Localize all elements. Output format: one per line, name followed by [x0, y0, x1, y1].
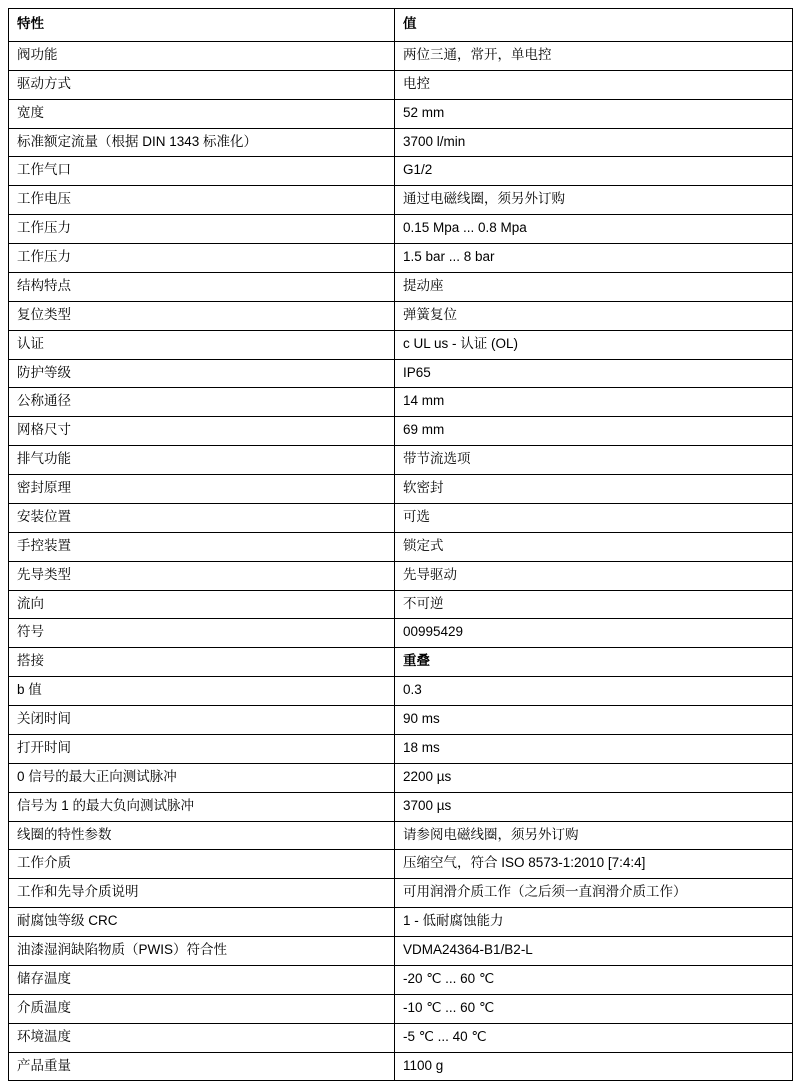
table-row — [9, 41, 793, 70]
cell-property: 宽度 — [9, 99, 395, 128]
cell-property: 产品重量 — [9, 1052, 395, 1081]
table-row — [9, 792, 793, 821]
cell-property: 防护等级 — [9, 359, 395, 388]
cell-value: 不可逆 — [395, 590, 793, 619]
table-row — [9, 677, 793, 706]
cell-value: 提动座 — [395, 272, 793, 301]
column-header-property: 特性 — [9, 9, 395, 42]
table-row — [9, 821, 793, 850]
cell-value: 可选 — [395, 503, 793, 532]
cell-value: IP65 — [395, 359, 793, 388]
cell-property: 耐腐蚀等级 CRC — [9, 908, 395, 937]
cell-property: 网格尺寸 — [9, 417, 395, 446]
cell-value: 18 ms — [395, 734, 793, 763]
table-row — [9, 186, 793, 215]
cell-property: 流向 — [9, 590, 395, 619]
cell-value: 69 mm — [395, 417, 793, 446]
table-row — [9, 561, 793, 590]
cell-value: 通过电磁线圈，须另外订购 — [395, 186, 793, 215]
cell-value: -20 ℃ ... 60 ℃ — [395, 965, 793, 994]
cell-value: 52 mm — [395, 99, 793, 128]
cell-value: 软密封 — [395, 475, 793, 504]
cell-value: 请参阅电磁线圈，须另外订购 — [395, 821, 793, 850]
table-row — [9, 937, 793, 966]
cell-property: 关闭时间 — [9, 706, 395, 735]
table-row — [9, 994, 793, 1023]
table-row — [9, 359, 793, 388]
table-row — [9, 215, 793, 244]
table-row — [9, 128, 793, 157]
table-row — [9, 619, 793, 648]
cell-property: 工作压力 — [9, 215, 395, 244]
table-row — [9, 503, 793, 532]
cell-value: 电控 — [395, 70, 793, 99]
cell-property: 符号 — [9, 619, 395, 648]
cell-value: 0.15 Mpa ... 0.8 Mpa — [395, 215, 793, 244]
cell-property: 安装位置 — [9, 503, 395, 532]
cell-value: 14 mm — [395, 388, 793, 417]
table-row — [9, 734, 793, 763]
table-row — [9, 1052, 793, 1081]
cell-property: 油漆湿润缺陷物质（PWIS）符合性 — [9, 937, 395, 966]
cell-value: -5 ℃ ... 40 ℃ — [395, 1023, 793, 1052]
cell-value: 1 - 低耐腐蚀能力 — [395, 908, 793, 937]
cell-property: 标准额定流量（根据 DIN 1343 标准化） — [9, 128, 395, 157]
cell-property: 介质温度 — [9, 994, 395, 1023]
cell-value: c UL us - 认证 (OL) — [395, 330, 793, 359]
cell-property: 信号为 1 的最大负向测试脉冲 — [9, 792, 395, 821]
column-header-value: 值 — [395, 9, 793, 42]
table-header-row — [9, 9, 793, 42]
cell-property: 阀功能 — [9, 41, 395, 70]
cell-value: 弹簧复位 — [395, 301, 793, 330]
cell-value: 可用润滑介质工作（之后须一直润滑介质工作） — [395, 879, 793, 908]
cell-property: 线圈的特性参数 — [9, 821, 395, 850]
cell-value: 先导驱动 — [395, 561, 793, 590]
table-row — [9, 648, 793, 677]
cell-property: 工作压力 — [9, 244, 395, 273]
cell-property: 0 信号的最大正向测试脉冲 — [9, 763, 395, 792]
cell-value: 锁定式 — [395, 532, 793, 561]
cell-property: 工作电压 — [9, 186, 395, 215]
cell-property: 复位类型 — [9, 301, 395, 330]
cell-value: 00995429 — [395, 619, 793, 648]
cell-value: 1100 g — [395, 1052, 793, 1081]
table-header — [9, 9, 793, 42]
cell-value: 带节流选项 — [395, 446, 793, 475]
table-row — [9, 590, 793, 619]
specification-table — [8, 8, 793, 1081]
table-row — [9, 157, 793, 186]
cell-property: 先导类型 — [9, 561, 395, 590]
table-row — [9, 417, 793, 446]
cell-property: 结构特点 — [9, 272, 395, 301]
cell-property: 公称通径 — [9, 388, 395, 417]
table-row — [9, 532, 793, 561]
cell-value: 1.5 bar ... 8 bar — [395, 244, 793, 273]
table-row — [9, 272, 793, 301]
cell-property: 驱动方式 — [9, 70, 395, 99]
cell-property: 工作气口 — [9, 157, 395, 186]
cell-property: b 值 — [9, 677, 395, 706]
cell-value: 2200 µs — [395, 763, 793, 792]
cell-value: G1/2 — [395, 157, 793, 186]
table-row — [9, 908, 793, 937]
table-row — [9, 965, 793, 994]
cell-value: 压缩空气，符合 ISO 8573-1:2010 [7:4:4] — [395, 850, 793, 879]
table-row — [9, 706, 793, 735]
table-row — [9, 1023, 793, 1052]
cell-property: 手控装置 — [9, 532, 395, 561]
cell-value: 两位三通，常开，单电控 — [395, 41, 793, 70]
table-row — [9, 763, 793, 792]
table-row — [9, 244, 793, 273]
table-row — [9, 388, 793, 417]
cell-property: 搭接 — [9, 648, 395, 677]
cell-value: -10 ℃ ... 60 ℃ — [395, 994, 793, 1023]
cell-property: 工作介质 — [9, 850, 395, 879]
table-body — [9, 41, 793, 1081]
table-row — [9, 70, 793, 99]
table-row — [9, 850, 793, 879]
cell-property: 环境温度 — [9, 1023, 395, 1052]
cell-value: 重叠 — [395, 648, 793, 677]
table-row — [9, 99, 793, 128]
table-row — [9, 879, 793, 908]
cell-value: 90 ms — [395, 706, 793, 735]
table-row — [9, 330, 793, 359]
cell-property: 认证 — [9, 330, 395, 359]
cell-property: 排气功能 — [9, 446, 395, 475]
cell-value: 0.3 — [395, 677, 793, 706]
cell-value: 3700 µs — [395, 792, 793, 821]
cell-property: 工作和先导介质说明 — [9, 879, 395, 908]
table-row — [9, 446, 793, 475]
table-row — [9, 475, 793, 504]
cell-value: VDMA24364-B1/B2-L — [395, 937, 793, 966]
cell-property: 密封原理 — [9, 475, 395, 504]
table-row — [9, 301, 793, 330]
cell-property: 储存温度 — [9, 965, 395, 994]
cell-value: 3700 l/min — [395, 128, 793, 157]
cell-property: 打开时间 — [9, 734, 395, 763]
